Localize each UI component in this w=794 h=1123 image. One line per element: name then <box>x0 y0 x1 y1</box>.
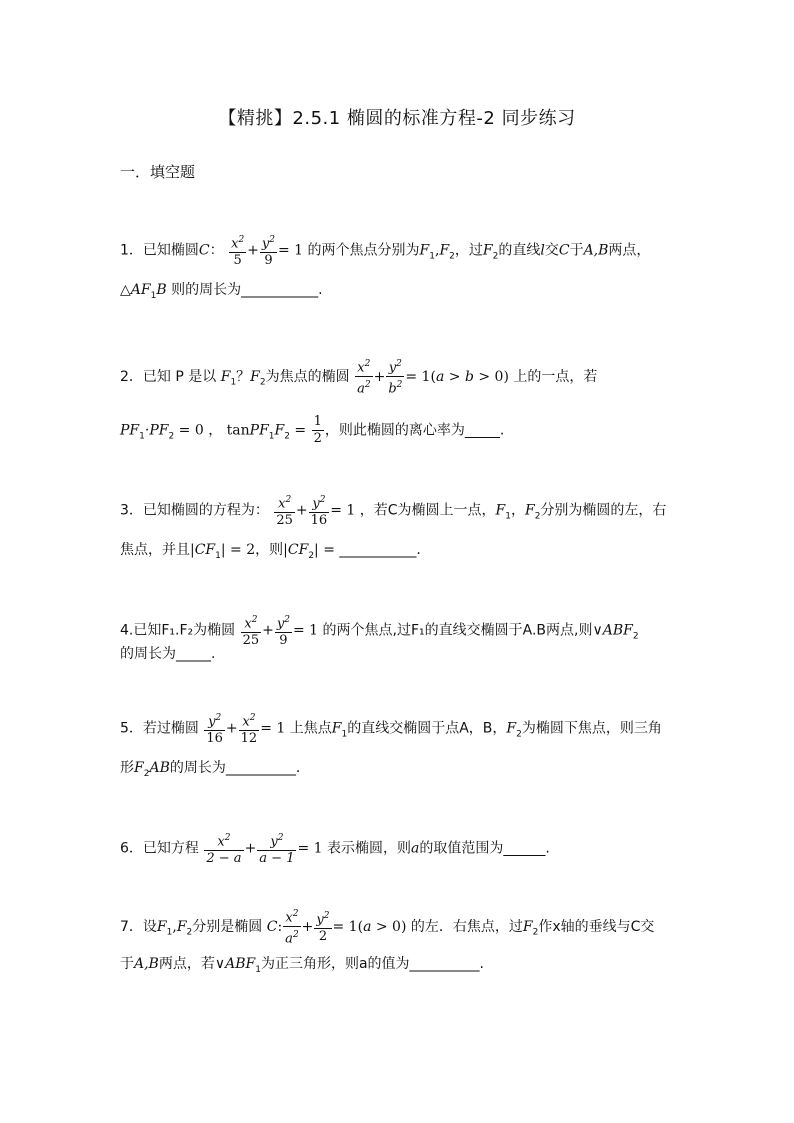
formula-fraction: $\frac{x^2}{12}$ <box>239 710 260 747</box>
formula-fraction: $\frac{x^2}{a^2}$ <box>355 356 373 398</box>
formula-fraction: $\frac{x^2}{5}$ <box>229 232 246 269</box>
formula-fraction: $\frac{y^2}{a - 1}$ <box>257 830 296 867</box>
question-6-line-1: 6．已知方程 $\frac{x^2}{2 - a}$ + $\frac{y^2}{a - 1}$ = 1 表示椭圆，则a的取值范围为______. <box>120 830 676 867</box>
question-number: 3 <box>120 502 129 519</box>
formula-fraction: $\frac{y^2}{9}$ <box>260 232 277 269</box>
formula-fraction: $\frac{y^2}{b^2}$ <box>386 356 404 398</box>
formula-fraction: $\frac{x^2}{25}$ <box>274 492 295 529</box>
question-number: 7 <box>120 918 129 935</box>
question-1-line-2: $\triangle AF_1B$ 则的周长为___________. <box>120 282 323 301</box>
question-3-line-1: 3．已知椭圆的方程为： $\frac{x^2}{25}$ + $\frac{y^2}{16}$ = 1 ，若C为椭圆上一点，$F_1$，$F_2$分别为椭圆的左，右 <box>120 492 676 529</box>
formula-fraction: $\frac{1}{2}$ <box>313 414 322 446</box>
question-4-line-1: 4.已知F₁.F₂为椭圆 $\frac{x^2}{25}$ + $\frac{y^2}{9}$ = 1 的两个焦点,过F₁的直线交椭圆于A.B两点,则$\vee ABF_2$ <box>120 612 676 649</box>
question-7-line-2: 于A,B两点，若$\vee ABF_1$为正三角形，则a的值为__________. <box>120 956 484 975</box>
question-number: 2 <box>120 368 129 385</box>
question-4-line-2: 的周长为_____. <box>120 646 216 662</box>
question-number: 4 <box>120 622 129 639</box>
formula-fraction: $\frac{x^2}{25}$ <box>241 612 262 649</box>
question-number: 6 <box>120 840 129 857</box>
question-1-line-1: 1．已知椭圆C： $\frac{x^2}{5}$ + $\frac{y^2}{9}$ = 1 的两个焦点分别为$F_1,F_2$，过$F_2$的直线l交C于A,B两点， <box>120 232 676 269</box>
formula-fraction: $\frac{y^2}{2}$ <box>314 908 331 945</box>
question-2-line-1: 2．已知 P 是以 $F_1$？$F_2$为焦点的椭圆 $\frac{x^2}{a^2}$ + $\frac{y^2}{b^2}$ = 1(a > b > 0) 上的一点，若 <box>120 356 676 398</box>
question-number: 1 <box>120 242 129 259</box>
page-title: 【精挑】2.5.1 椭圆的标准方程-2 同步练习 <box>218 108 576 129</box>
question-2-line-2: $PF_1\cdot PF_2 = 0$ ， $tanPF_1F_2$ = $\frac{1}{2}$ ，则此椭圆的离心率为_____. <box>120 414 505 446</box>
question-5-line-2: 形$F_2AB$的周长为__________. <box>120 760 301 779</box>
formula-fraction: $\frac{y^2}{9}$ <box>275 612 292 649</box>
formula-fraction: $\frac{y^2}{16}$ <box>309 492 330 529</box>
formula-fraction: $\frac{x^2}{2 - a}$ <box>204 830 243 867</box>
formula-fraction: $\frac{x^2}{a^2}$ <box>283 906 301 948</box>
question-7-line-1: 7．设$F_1,F_2$分别是椭圆 C: $\frac{x^2}{a^2}$ + $\frac{y^2}{2}$ = 1(a > 0) 的左．右焦点，过$F_2$作x轴的垂线与C交 <box>120 906 676 948</box>
question-number: 5 <box>120 720 129 737</box>
formula-fraction: $\frac{y^2}{16}$ <box>204 710 225 747</box>
question-5-line-1: 5．若过椭圆 $\frac{y^2}{16}$ + $\frac{x^2}{12}$ = 1 上焦点$F_1$的直线交椭圆于点A，B，$F_2$为椭圆下焦点，则三角 <box>120 710 676 747</box>
question-3-line-2: 焦点，并且$|CF_1| = 2$，则$|CF_2|$ = ___________. <box>120 542 421 561</box>
section-heading: 一．填空题 <box>120 163 196 181</box>
